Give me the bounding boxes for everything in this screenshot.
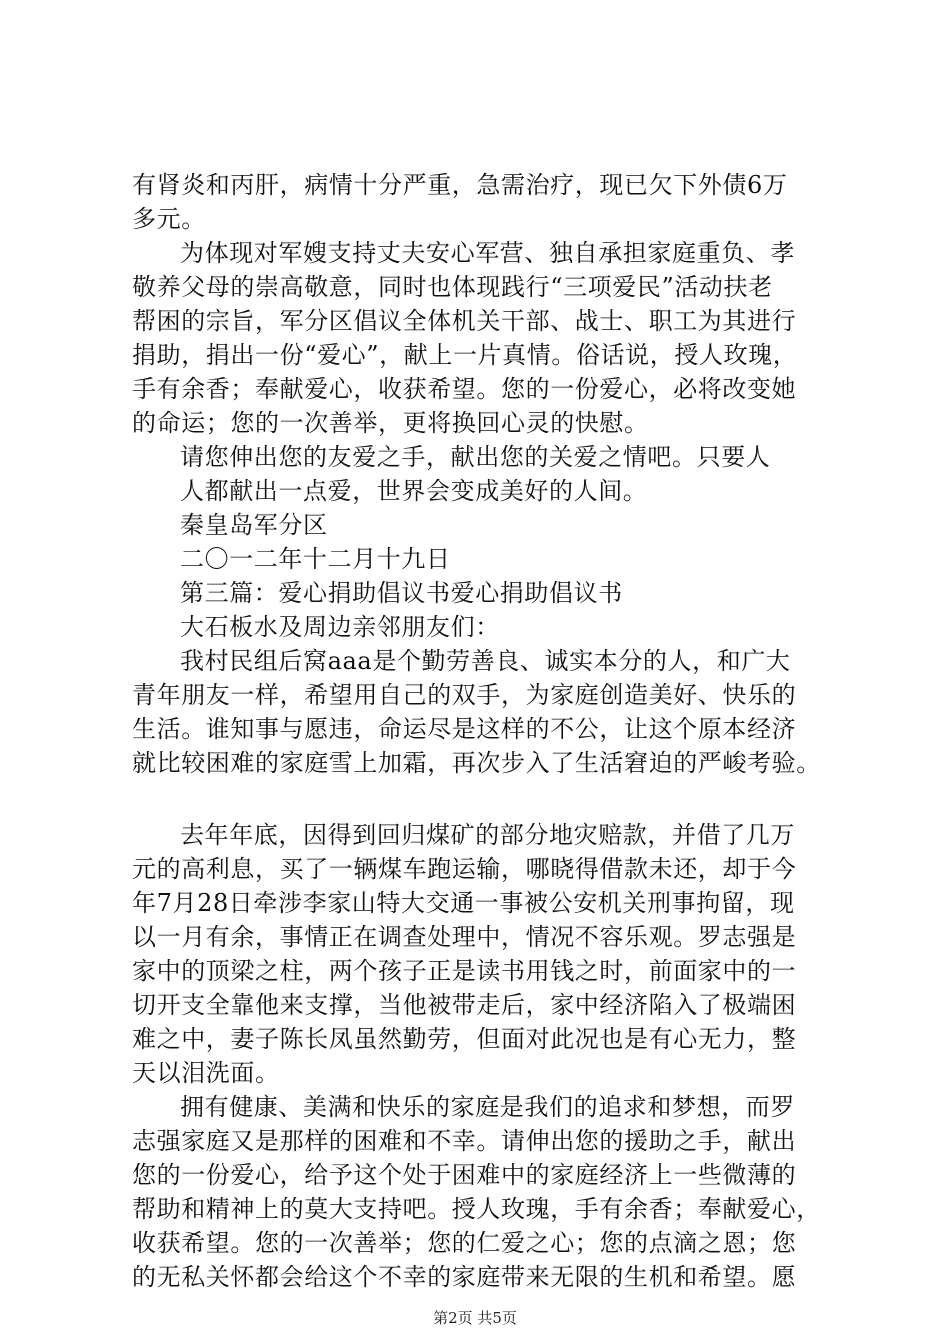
text-line: 天以泪洗面。	[132, 1059, 280, 1087]
text-line: 有肾炎和丙肝，病情十分严重，急需治疗，现已欠下外债6万	[132, 171, 788, 199]
text-line: 以一月有余，事情正在调查处理中，情况不容乐观。罗志强是	[132, 923, 797, 951]
text-line: 青年朋友一样，希望用自己的双手，为家庭创造美好、快乐的	[132, 681, 797, 709]
text-line: 秦皇岛军分区	[180, 511, 328, 539]
text-line: 捐助，捐出一份“爱心”，献上一片真情。俗话说，授人玫瑰，	[132, 341, 798, 369]
section-heading: 第三篇：爱心捐助倡议书爱心捐助倡议书	[180, 579, 623, 607]
text-line: 生活。谁知事与愿违，命运尽是这样的不公，让这个原本经济	[132, 715, 797, 743]
text-line: 多元。	[132, 205, 206, 233]
text-line: 您的一份爱心，给予这个处于困难中的家庭经济上一些微薄的	[132, 1161, 797, 1189]
text-line: 的命运；您的一次善举，更将换回心灵的快慰。	[132, 409, 649, 437]
text-line: 切开支全靠他来支撑，当他被带走后，家中经济陷入了极端困	[132, 991, 797, 1019]
text-line: 请您伸出您的友爱之手，献出您的关爱之情吧。只要人	[180, 443, 771, 471]
text-line: 敬养父母的崇高敬意，同时也体现践行“三项爱民”活动扶老	[132, 273, 773, 301]
text-line: 拥有健康、美满和快乐的家庭是我们的追求和梦想，而罗	[180, 1093, 795, 1121]
text-line: 家中的顶梁之柱，两个孩子正是读书用钱之时，前面家中的一	[132, 957, 797, 985]
text-line: 元的高利息，买了一辆煤车跑运输，哪晓得借款未还，却于今	[132, 855, 797, 883]
text-line: 人都献出一点爱，世界会变成美好的人间。	[180, 477, 648, 505]
text-line: 年7月28日牵涉李家山特大交通一事被公安机关刑事拘留，现	[132, 889, 795, 917]
text-line: 志强家庭又是那样的困难和不幸。请伸出您的援助之手，献出	[132, 1127, 797, 1155]
text-line: 为体现对军嫂支持丈夫安心军营、独自承担家庭重负、孝	[180, 239, 795, 267]
text-line: 帮困的宗旨，军分区倡议全体机关干部、战士、职工为其进行	[132, 307, 797, 335]
text-line: 难之中，妻子陈长凤虽然勤劳，但面对此况也是有心无力，整	[132, 1025, 797, 1053]
text-line: 二〇一二年十二月十九日	[180, 545, 451, 573]
text-line: 去年年底，因得到回归煤矿的部分地灾赔款，并借了几万	[180, 821, 795, 849]
text-line: 帮助和精神上的莫大支持吧。授人玫瑰，手有余香；奉献爱心，	[132, 1195, 821, 1223]
salutation: 大石板水及周边亲邻朋友们：	[180, 613, 500, 641]
text-line: 的无私关怀都会给这个不幸的家庭带来无限的生机和希望。愿	[132, 1263, 797, 1291]
text-line: 我村民组后窝aaa是个勤劳善良、诚实本分的人，和广大	[180, 647, 791, 675]
text-line: 收获希望。您的一次善举；您的仁爱之心；您的点滴之恩；您	[132, 1229, 797, 1257]
text-line: 就比较困难的家庭雪上加霜，再次步入了生活窘迫的严峻考验。	[132, 749, 821, 777]
text-line: 手有余香；奉献爱心，收获希望。您的一份爱心，必将改变她	[132, 375, 797, 403]
page-number-footer: 第2页 共5页	[433, 1309, 517, 1327]
